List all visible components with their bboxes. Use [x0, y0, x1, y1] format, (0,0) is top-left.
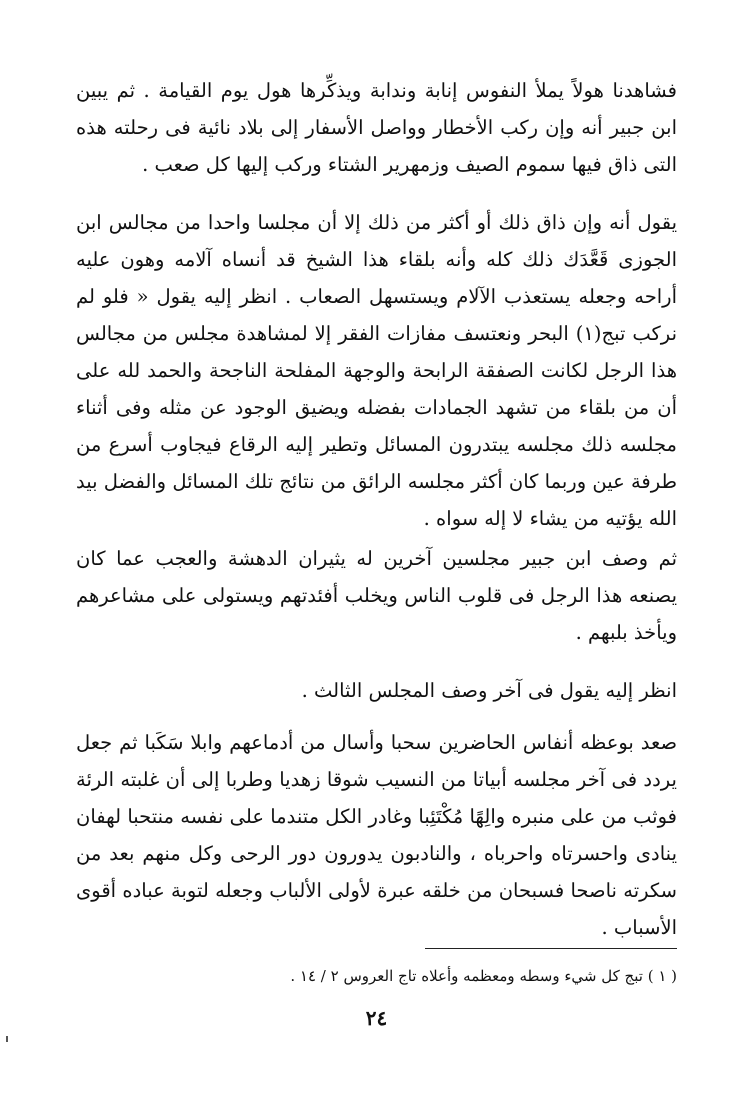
paragraph-2: يقول أنه وإن ذاق ذلك أو أكثر من ذلك إلا أن مجلسا واحدا من مجالس ابن الجوزى قَعَّدَك ذلك كله وأنه بلقاء هذا الشيخ قد أنساه آلامه وهون عليه أراحه وجعله يستعذب الآلام ويستسهل الصعاب . انظر إليه يقول « فلو لم نركب تبج(١) البحر ونعتسف مفازات الفقر إلا لمشاهدة مجلس من مجالس هذا الرجل لكانت الصفقة الرابحة والوجهة المفلحة الناجحة والحمد لله على أن من بلقاء من تشهد الجمادات بفضله ويضيق الوجود عن مثله وفى أثناء مجلسه ذلك مجلسه يبتدرون المسائل وتطير إليه الرقاع فيجاوب أسرع من طرفة عين وربما كان أكثر مجلسه الرائق من نتائج تلك المسائل والفضل بيد الله يؤتيه من يشاء لا إله سواه .	[76, 211, 677, 530]
paragraph-3: ثم وصف ابن جبير مجلسين آخرين له يثيران الدهشة والعجب عما كان يصنعه هذا الرجل فى قلوب الناس ويخلب أفئدتهم ويستولى على مشاعرهم ويأخذ بلبهم .	[76, 547, 677, 644]
paragraph-1: فشاهدنا هولاً يملأ النفوس إنابة وندابة ويذكِّرها هول يوم القيامة . ثم يبين ابن جبير أنه وإن ركب الأخطار وواصل الأسفار إلى بلاد نائية فى رحلته هذه التى ذاق فيها سموم الصيف وزمهرير الشتاء وركب إليها كل صعب .	[76, 79, 677, 176]
paragraph-5: صعد بوعظه أنفاس الحاضرين سحبا وأسال من أدماعهم وابلا سَكَبا ثم جعل يردد فى آخر مجلسه أبياتا من النسيب شوقا زهديا وطربا إلى أن غلبته الرئة فوثب من على منبره والِهًا مُكْتَئِبا وغادر الكل متندما على نفسه منتحبا لهفان ينادى واحسرتاه واحرباه ، والنادبون يدورون دور الرحى وكل منهم بعد من سكرته ناصحا فسبحان من خلقه عبرة لأولى الألباب وجعله لتوبة عباده أقوى الأسباب .	[76, 731, 677, 939]
paragraph-4: انظر إليه يقول فى آخر وصف المجلس الثالث .	[301, 679, 677, 702]
footnote: ( ١ ) تبج كل شيء وسطه ومعظمه وأعلاه تاج العروس ٢ / ١٤ .	[290, 967, 677, 985]
footnote-divider	[425, 948, 677, 949]
page-number: ٢٤	[365, 1006, 388, 1030]
margin-mark	[6, 1036, 8, 1042]
